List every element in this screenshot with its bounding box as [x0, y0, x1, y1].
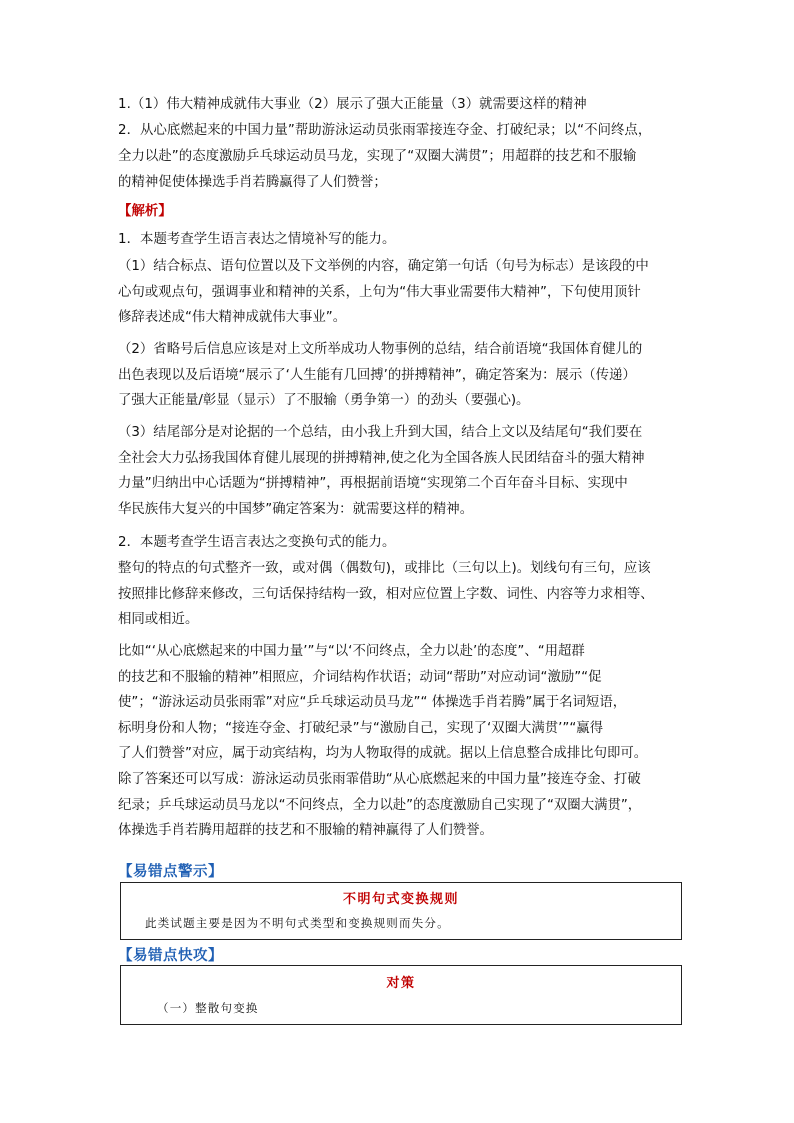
text-line: 心句或观点句，强调事业和精神的关系，上句为“伟大事业需要伟大精神”，下句使用顶针	[118, 284, 641, 300]
text-line: （2）省略号后信息应该是对上文所举成功人物事例的总结，结合前语境“我国体育健儿的	[118, 342, 643, 357]
text-line: 使”；“游泳运动员张雨霏”对应“乒乓球运动员马龙”“ 体操选手肖若腾”属于名词短语，	[118, 695, 627, 711]
q1-paragraph-2	[118, 339, 686, 412]
text-line: 纪录；乒乓球运动员马龙以“不问终点，全力以赴”的态度激励自己实现了“双圈大满贯”，	[118, 797, 642, 813]
warning-box-title: 不明句式变换规则	[342, 892, 459, 907]
text-line: 按照排比修辞来修改，三句话保持结构一致，相对应位置上字数、词性、内容等力求相等、	[118, 586, 654, 602]
text-line: 标明身份和人物；“接连夺金、打破纪录”与“激励自己，实现了‘双圈大满贯’”“赢得	[118, 720, 604, 736]
warning-section-header: 【易错点警示】	[118, 863, 223, 880]
text-line: 整句的特点的句式整齐一致，或对偶（偶数句)，或排比（三句以上)。划线句有三句，应该	[118, 561, 651, 576]
text-line: 除了答案还可以写成：游泳运动员张雨霏借助“从心底燃起来的中国力量”接连夺金、打破	[118, 771, 641, 787]
q2-paragraph-2	[118, 641, 686, 842]
q1-paragraph-1	[118, 256, 686, 329]
q1-paragraph-3	[118, 422, 686, 520]
answer-line-4: 的精神促使体操选手肖若腾赢得了人们赞誉；	[118, 175, 387, 190]
text-line: 了人们赞誉”对应，属于动宾结构，均为人物取得的成就。据以上信息整合成排比句即可。	[118, 746, 648, 762]
text-line: 出色表现以及后语境“展示了‘人生能有几回搏’的拼搏精神”，确定答案为：展示（传递）	[118, 367, 636, 383]
text-line: 比如“‘从心底燃起来的中国力量’”与“以‘不问终点，全力以赴’的态度”、“用超群	[118, 644, 585, 659]
text-line: 修辞表述成“伟大精神成就伟大事业”。	[118, 310, 347, 326]
strategy-box-title: 对策	[386, 976, 416, 991]
warning-box-body: 此类试题主要是因为不明句式类型和变换规则而失分。	[145, 916, 450, 930]
text-line: 华民族伟大复兴的中国梦”确定答案为：就需要这样的精神。	[118, 501, 474, 517]
strategy-box	[120, 965, 682, 1025]
text-line: 体操选手肖若腾用超群的技艺和不服输的精神赢得了人们赞誉。	[118, 823, 493, 839]
answer-line-3: 全力以赴”的态度激励乒乓球运动员马龙，实现了“双圈大满贯”；用超群的技艺和不服输	[118, 149, 637, 164]
warning-box	[120, 882, 682, 940]
text-line: 的技艺和不服输的精神”相照应，介词结构作状语；动词“帮助”对应动词“激励”“促	[118, 669, 602, 685]
analysis-label: 【解析】	[118, 204, 172, 219]
text-line: 力量”归纳出中心话题为“拼搏精神”，再根据前语境“实现第二个百年奋斗目标、实现中	[118, 476, 628, 492]
text-line: （3）结尾部分是对论据的一个总结，由小我上升到大国，结合上文以及结尾句“我们要在	[118, 425, 643, 440]
q2-intro: 2．本题考查学生语言表达之变换句式的能力。	[118, 535, 396, 550]
answer-line-2: 2．从心底燃起来的中国力量”帮助游泳运动员张雨霏接连夺金、打破纪录；以“不问终点，	[118, 123, 652, 138]
q1-intro: 1．本题考查学生语言表达之情境补写的能力。	[118, 232, 396, 247]
text-line: 全社会大力弘扬我国体育健儿展现的拼搏精神,使之化为全国各族人民团结奋斗的强大精神	[118, 450, 645, 466]
quick-section-header: 【易错点快攻】	[118, 947, 223, 964]
answer-line-1: 1.（1）伟大精神成就伟大事业（2）展示了强大正能量（3）就需要这样的精神	[118, 97, 587, 112]
strategy-box-body: （一）整散句变换	[157, 1001, 259, 1015]
text-line: 相同或相近。	[118, 612, 199, 628]
q2-paragraph-1	[118, 558, 686, 631]
text-line: 了强大正能量/彰显（显示）了不服输（勇争第一）的劲头（要强心)。	[118, 393, 530, 409]
text-line: （1）结合标点、语句位置以及下文举例的内容，确定第一句话（句号为标志）是该段的中	[118, 259, 649, 274]
